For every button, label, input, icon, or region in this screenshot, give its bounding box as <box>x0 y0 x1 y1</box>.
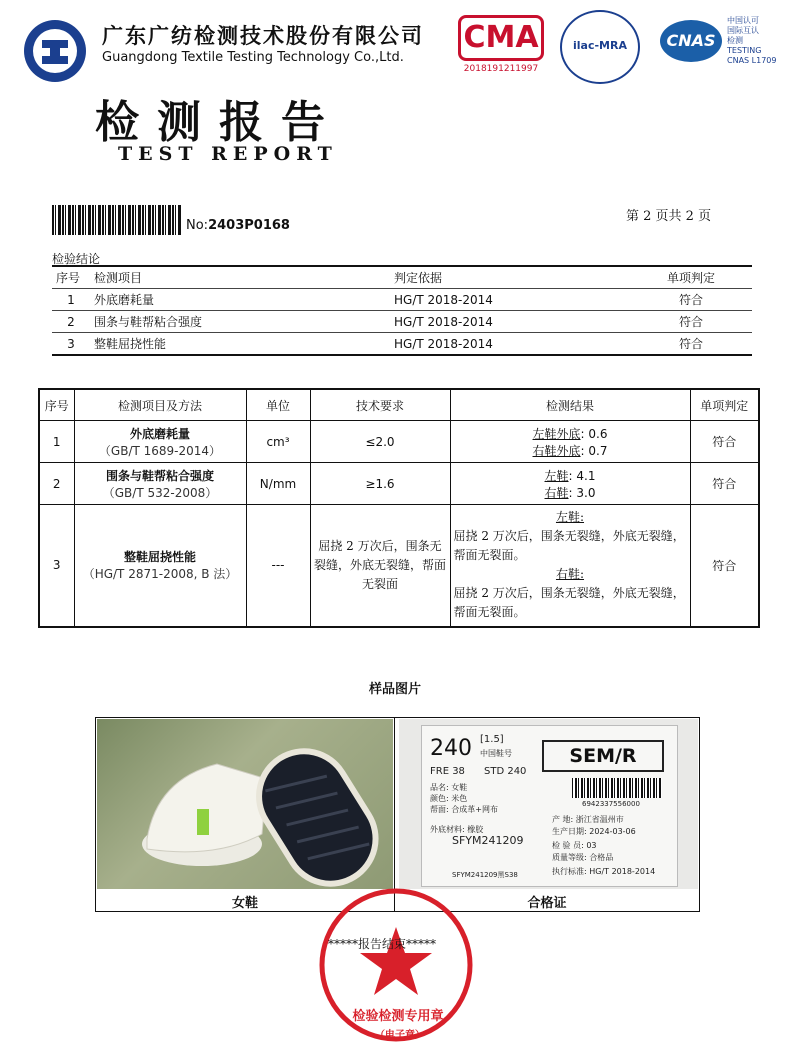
table-row: 1 外底磨耗量 HG/T 2018-2014 符合 <box>52 289 752 311</box>
report-barcode <box>52 205 182 235</box>
report-end-mark: *****报告结束***** <box>328 937 437 951</box>
cnas-mark: CNAS <box>660 20 722 62</box>
card-brand: SEM/R <box>542 740 664 772</box>
report-title-zh: 检测报告 <box>95 97 343 148</box>
company-name-en: Guangdong Textile Testing Technology Co.,Ltd. <box>102 50 404 65</box>
label-card-photo <box>399 719 698 889</box>
table-row: 2 围条与鞋帮粘合强度 HG/T 2018-2014 符合 <box>52 311 752 333</box>
company-logo <box>22 18 88 84</box>
cnas-text: 中国认可 国际互认 检测 TESTING CNAS L1709 <box>727 16 777 65</box>
item-name: 外底磨耗量 <box>129 426 190 441</box>
column-divider <box>394 718 395 911</box>
conclusion-label: 检验结论 <box>52 252 101 266</box>
cma-number: 2018191211997 <box>463 64 539 74</box>
company-name-zh: 广东广纺检测技术股份有限公司 <box>102 24 424 48</box>
table-row: 3 整鞋屈挠性能 HG/T 2018-2014 符合 <box>52 333 752 356</box>
label-card: 240 [1.5] 中国鞋号 FRE 38 STD 240 SEM/R 品名: 女鞋 颜色: 米色 帮面: 合成革+网布 外底材料: 橡胶 SFYM241209 6942337556000 产 地: 浙江省温州市 生产日期: 2024-03-06 检 验 员: 03 质量等级: 合格品 SFYM241209黑S38 执行标准: HG/T 2018-2014 <box>421 725 678 887</box>
report-number: No:2403P0168 <box>186 218 290 233</box>
table-row: 3 整鞋屈挠性能 （HG/T 2871-2008, B 法） --- 屈挠 2 万次后，围条无裂缝，外底无裂缝，帮面无裂面 左鞋: 屈挠 2 万次后，围条无裂缝，外底无裂缝，帮面无裂面。 右鞋: 屈挠 2 万次后，围条无裂缝，外底无裂缝，帮面无裂面。 符合 <box>39 505 759 627</box>
conclusion-table <box>52 265 752 356</box>
card-size: 240 <box>430 736 472 761</box>
ilac-mra-mark: ilac-MRA <box>560 10 640 84</box>
table-header-row: 序号 检测项目及方法 单位 技术要求 检测结果 单项判定 <box>39 389 759 421</box>
item-method: （HG/T 2871-2008, B 法） <box>82 567 238 582</box>
report-title-en: TEST REPORT <box>118 143 338 165</box>
seal-title: 检验检测专用章 <box>352 1009 444 1024</box>
sample-heading: 样品图片 <box>368 682 421 697</box>
table-header-row: 序号 检测项目 判定依据 单项判定 <box>52 266 752 289</box>
item-method: （GB/T 532-2008） <box>102 485 218 500</box>
card-barcode <box>572 778 662 798</box>
detail-table <box>38 388 760 628</box>
page-info: 第 2 页共 2 页 <box>626 209 712 224</box>
table-row: 2 围条与鞋帮粘合强度 （GB/T 532-2008） N/mm ≥1.6 左鞋: 4.1 右鞋: 3.0 符合 <box>39 463 759 505</box>
seal-subtitle: （电子章） <box>375 1030 425 1041</box>
item-name: 整鞋屈挠性能 <box>123 550 196 565</box>
sample-images-frame <box>95 717 700 912</box>
shoe-illustration <box>97 719 393 889</box>
item-method: （GB/T 1689-2014） <box>98 443 222 458</box>
table-row: 1 外底磨耗量 （GB/T 1689-2014） cm³ ≤2.0 左鞋外底: 0.6 右鞋外底: 0.7 符合 <box>39 421 759 463</box>
caption-card: 合格证 <box>527 896 567 911</box>
shoe-photo <box>97 719 393 889</box>
item-name: 围条与鞋帮粘合强度 <box>105 468 214 483</box>
caption-shoe: 女鞋 <box>231 896 258 911</box>
cma-mark: CMA 2018191211997 <box>458 15 544 74</box>
